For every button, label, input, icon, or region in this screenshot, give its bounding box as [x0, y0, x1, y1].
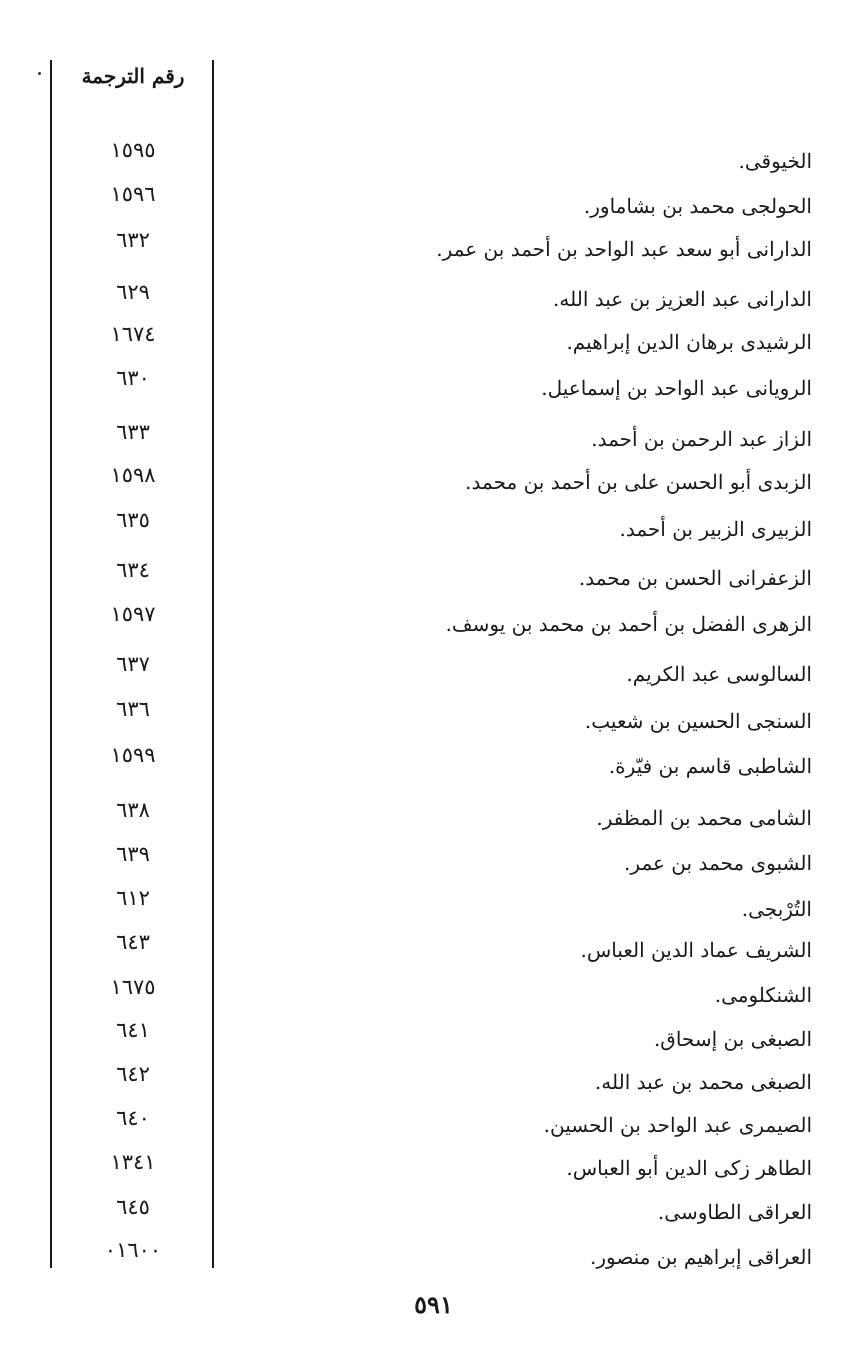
entry-number: ٦٤٠ [116, 1106, 150, 1130]
entry-number: ١٥٩٩ [110, 743, 156, 767]
entry-number: ١٦٧٥ [110, 975, 156, 999]
entry-name: الشاطبى قاسم بن فيّرة. [608, 754, 812, 778]
column-header: رقم الترجمة [81, 64, 185, 88]
entry-name: الشريف عماد الدين العباس. [580, 938, 812, 962]
entry-number: ٦٣٢ [116, 228, 150, 252]
entry-name: الرشيدى برهان الدين إبراهيم. [566, 330, 812, 354]
entry-number: ٦٣٦ [116, 697, 150, 721]
entry-number: ٦٣٠ [116, 366, 150, 390]
entry-name: الزعفرانى الحسن بن محمد. [578, 566, 812, 590]
entry-number: ١٣٤١ [110, 1150, 156, 1174]
entry-name: الصبغى بن إسحاق. [653, 1027, 812, 1051]
entry-name: التُرْبجى. [741, 897, 812, 921]
entry-number: ٦١٢ [116, 886, 150, 910]
entry-number: ٦٣٩ [116, 842, 150, 866]
entry-name: الزهرى الفضل بن أحمد بن محمد بن يوسف. [445, 612, 812, 636]
entry-number: ١٦٧٤ [110, 322, 156, 346]
entry-name: الدارانى عبد العزيز بن عبد الله. [553, 287, 812, 311]
entry-number: ٠١٦٠٠ [104, 1238, 162, 1262]
entry-name: الشبوى محمد بن عمر. [624, 851, 812, 875]
entry-name: السنجى الحسين بن شعيب. [584, 709, 812, 733]
entry-number: ٦٣٨ [116, 798, 150, 822]
entry-name: الحولجى محمد بن بشاماور. [583, 194, 812, 218]
entry-name: الصبغى محمد بن عبد الله. [594, 1070, 812, 1094]
entry-name: الزبيرى الزبير بن أحمد. [619, 517, 812, 541]
entry-number: ٦٤٣ [116, 930, 150, 954]
entry-name: العراقى إبراهيم بن منصور. [589, 1245, 812, 1269]
entry-number: ١٥٩٥ [110, 138, 156, 162]
entry-number: ١٥٩٦ [110, 182, 156, 206]
entry-name: الصيمرى عبد الواحد بن الحسين. [543, 1113, 812, 1137]
left-column-rule [50, 60, 52, 1268]
entry-number: ١٥٩٧ [110, 602, 156, 626]
entry-name: الدارانى أبو سعد عبد الواحد بن أحمد بن عمر. [436, 237, 812, 261]
entry-name: الزبدى أبو الحسن على بن أحمد بن محمد. [465, 470, 812, 494]
page-number: ٥٩١ [414, 1290, 453, 1319]
entry-number: ٦٢٩ [116, 280, 150, 304]
entry-number: ١٥٩٨ [110, 463, 156, 487]
entry-name: الطاهر زكى الدين أبو العباس. [566, 1156, 812, 1180]
entry-name: الرويانى عبد الواحد بن إسماعيل. [541, 376, 812, 400]
entry-name: العراقى الطاوسى. [657, 1200, 812, 1224]
entry-number: ٦٣٧ [116, 652, 150, 676]
entry-name: الزاز عبد الرحمن بن أحمد. [591, 427, 812, 451]
right-column-rule [212, 60, 214, 1268]
entry-number: ٦٣٤ [116, 558, 150, 582]
entry-number: ٦٤٢ [116, 1062, 150, 1086]
scan-speck [38, 72, 41, 75]
entry-name: الشامى محمد بن المظفر. [596, 806, 812, 830]
entry-name: الشنكلومى. [714, 983, 812, 1007]
entry-number: ٦٤١ [116, 1018, 150, 1042]
entry-number: ٦٤٥ [116, 1195, 150, 1219]
entry-name: السالوسى عبد الكريم. [626, 662, 812, 686]
entry-number: ٦٣٣ [116, 420, 150, 444]
entry-name: الخيوقى. [738, 149, 812, 173]
entry-number: ٦٣٥ [116, 508, 150, 532]
